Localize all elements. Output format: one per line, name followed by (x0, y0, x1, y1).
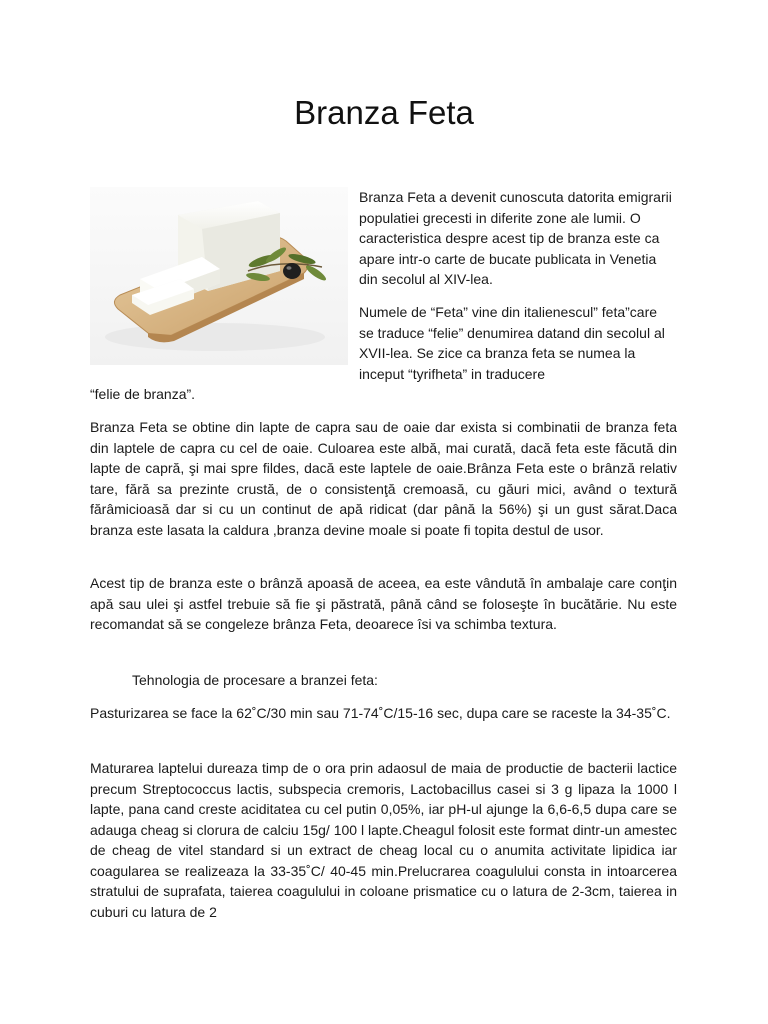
page-title: Branza Feta (294, 94, 474, 131)
paragraph-maturation: Maturarea laptelui dureaza timp de o ora prin adaosul de maia de productie de bacterii lactice precum Streptococcus lactis, subspecia cremoris, Lactobacillus casei si 3 g lipaza la 1000 l lapte, pana cand creste aciditatea cu cel putin 0,05%, iar pH-ul ajunge la 6,6-6,5 dupa care se adauga cheag si clorura de calciu 15g/ 100 l lapte.Cheagul folosit este format dintr-un amestec de cheag de vitel standard si un extract de cheag local cu o anumita activitate lipidica iar coagularea se realizeaza la 33-35˚C/ 40-45 min.Prelucrarea coagulului consta in intoarcerea stratului de suprafata, taierea coagulului in coloane prismatice cu o latura de 2-3cm, taierea in cuburi cu latura de 2 (90, 760, 677, 920)
feta-cheese-image (90, 187, 348, 365)
paragraph-storage: Acest tip de branza este o brânză apoasă de aceea, ea este vândută în ambalaje care conţin apă sau ulei şi astfel trebuie să fie şi păstrată, până când se foloseşte în bucătărie. Nu este recomandat să se congeleze brânza Feta, deoarece îsi va schimba textura. (90, 575, 677, 632)
paragraph-pasteurization: Pasturizarea se face la 62˚C/30 min sau 71-74˚C/15-16 sec, dupa care se raceste la 34-35˚C. (90, 705, 671, 721)
paragraph-intro: Branza Feta a devenit cunoscuta datorita emigrarii populatiei grecesti in diferite zone ale lumii. O caracteristica despre acest tip de branza este ca apare intr-o carte de bucate publicata in Venetia din secolul al XIV-lea. (359, 189, 672, 287)
paragraph-name-origin: Numele de “Feta” vine din italienescul” feta”care se traduce “felie” denumirea datand din secolul al XVII-lea. Se zice ca branza feta se numea la inceput “tyrifheta” in traducere (359, 304, 665, 382)
paragraph-name-origin-tail: “felie de branza”. (90, 386, 196, 402)
paragraph-technology-heading: Tehnologia de procesare a branzei feta: (132, 672, 378, 688)
paragraph-obtaining: Branza Feta se obtine din lapte de capra sau de oaie dar exista si combinatii de branza feta din laptele de capra cu cel de oaie. Culoarea este albă, mai curată, dacă feta este făcută din lapte de capră, şi mai spre fildes, dacă este laptele de oaie.Brânza Feta este o brânză relativ tare, fără sa prezinte crustă, de o consistenţă cremoasă, cu găuri mici, având o textură fărâmicioasă dar si cu un continut de apă ridicat (dar până la 56%) şi un gust sărat.Daca branza este lasata la caldura ,branza devine moale si poate fi topita destul de usor. (90, 419, 677, 538)
